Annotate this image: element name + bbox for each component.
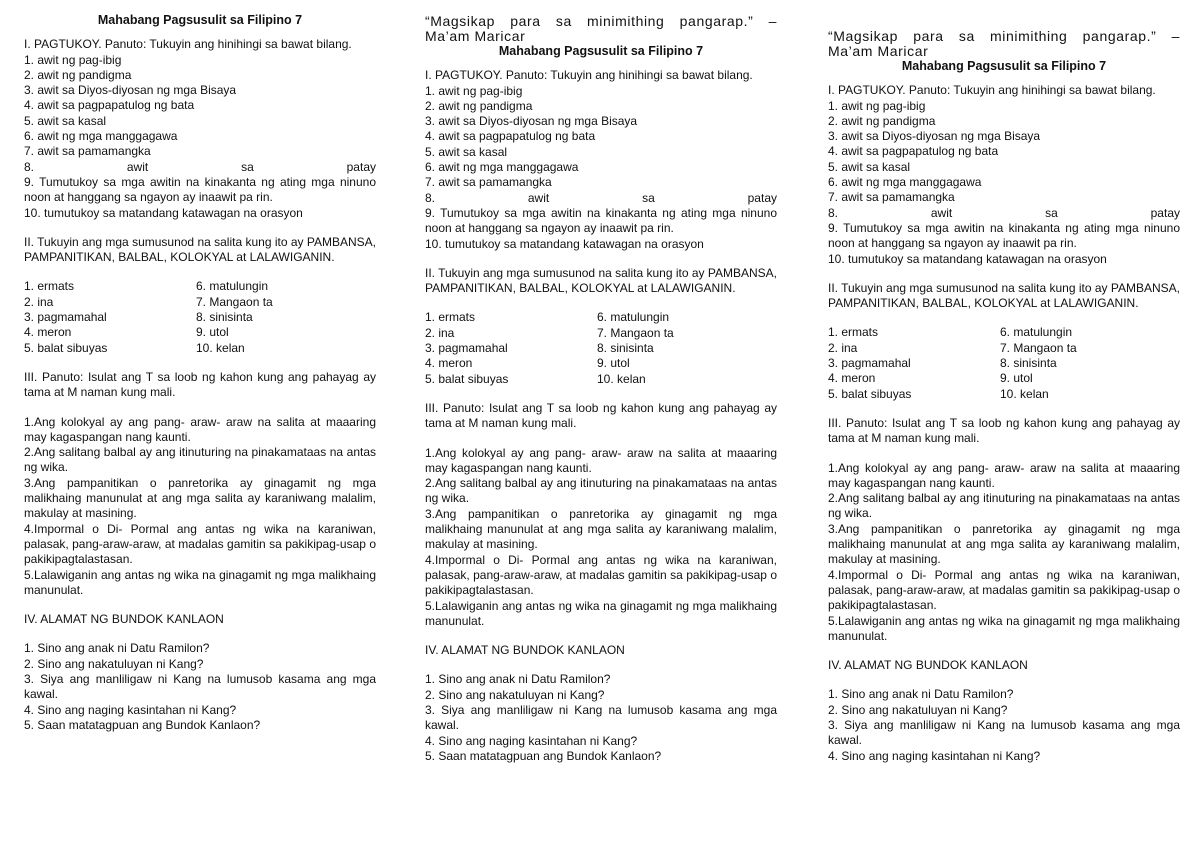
part4-item: 5. Saan matatagpuan ang Bundok Kanlaon? <box>425 748 662 763</box>
exam-title: Mahabang Pagsusulit sa Filipino 7 <box>498 44 704 58</box>
part3-item: 1.Ang kolokyal ay ang pang- araw- araw na salita at maaaring may kagaspangan nang kaunti. <box>828 460 1180 490</box>
part2-word: 5. balat sibuyas <box>828 386 912 401</box>
part4-item: 2. Sino ang nakatuluyan ni Kang? <box>828 702 1008 717</box>
part1-item: 5. awit sa kasal <box>828 159 911 174</box>
part2-word: 4. meron <box>828 371 876 386</box>
exam-title: Mahabang Pagsusulit sa Filipino 7 <box>901 59 1107 73</box>
part1-item: 2. awit ng pandigma <box>24 67 132 82</box>
part4-item: 5. Saan matatagpuan ang Bundok Kanlaon? <box>24 717 261 732</box>
motto-line2: Ma’am Maricar <box>425 28 526 44</box>
part3-item: 3.Ang pampanitikan o panretorika ay ginagamit ng mga malikhaing manunulat at ang mga salita ay karaniwang malalim, makulay at masining. <box>828 521 1180 567</box>
exam-column-1 <box>24 13 376 733</box>
part3-item: 5.Lalawiganin ang antas ng wika na ginagamit ng mga malikhaing manunulat. <box>24 567 376 597</box>
part1-item: 9. Tumutukoy sa mga awitin na kinakanta ng ating mga ninuno noon at hanggang sa ngayon ay inaawit pa rin. <box>828 220 1180 251</box>
part2-word: 4. meron <box>24 325 72 340</box>
motto-line1: “Magsikap para sa minimithing pangarap.” – <box>425 13 777 29</box>
part2-word-list <box>425 310 777 386</box>
part1-item: 9. Tumutukoy sa mga awitin na kinakanta ng ating mga ninuno noon at hanggang sa ngayon ay inaawit pa rin. <box>24 174 376 205</box>
part2-word: 3. pagmamahal <box>425 341 508 356</box>
part1-item: 3. awit sa Diyos-diyosan ng mga Bisaya <box>425 114 638 129</box>
part1-item: 3. awit sa Diyos-diyosan ng mga Bisaya <box>828 129 1041 144</box>
part2-word: 5. balat sibuyas <box>24 340 108 355</box>
part1-item: 6. awit ng mga manggagawa <box>24 129 178 144</box>
part2-word: 2. ina <box>828 340 858 355</box>
part4-heading: IV. ALAMAT NG BUNDOK KANLAON <box>828 658 1028 673</box>
part1-item: 8. awit sa patay <box>425 190 777 205</box>
part2-word: 7. Mangaon ta <box>597 325 674 340</box>
part2-word: 10. kelan <box>597 371 646 386</box>
part1-item: 8. awit sa patay <box>24 159 376 174</box>
part2-word: 10. kelan <box>196 340 245 355</box>
part3-item: 1.Ang kolokyal ay ang pang- araw- araw na salita at maaaring may kagaspangan nang kaunti. <box>425 445 777 475</box>
part2-word: 1. ermats <box>24 279 75 294</box>
part3-item: 2.Ang salitang balbal ay ang itinuturing na pinakamataas na antas ng wika. <box>425 476 777 506</box>
part4-item: 3. Siya ang manliligaw ni Kang na lumusob kasama ang mga kawal. <box>425 702 777 733</box>
part1-item: 5. awit sa kasal <box>425 144 508 159</box>
part1-item: 8. awit sa patay <box>828 205 1180 220</box>
part3-item: 5.Lalawiganin ang antas ng wika na ginagamit ng mga malikhaing manunulat. <box>425 598 777 628</box>
part2-word: 8. sinisinta <box>597 341 654 356</box>
part2-word: 6. matulungin <box>597 310 670 325</box>
part3-item: 4.Impormal o Di- Pormal ang antas ng wika na karaniwan, palasak, pang-araw-araw, at madalas gamitin sa pakikipag-usap o pakikipagtalastasan. <box>24 521 376 567</box>
part2-word: 2. ina <box>24 294 54 309</box>
part1-item: 4. awit sa pagpapatulog ng bata <box>425 129 596 144</box>
part2-word: 7. Mangaon ta <box>196 294 273 309</box>
part2-word: 9. utol <box>196 325 229 340</box>
part2-instruction: II. Tukuyin ang mga sumusunod na salita kung ito ay PAMBANSA, PAMPANITIKAN, BALBAL, KOLOKYAL at LALAWIGANIN. <box>24 234 376 265</box>
part1-item: 7. awit sa pamamangka <box>24 144 151 159</box>
part1-item: 10. tumutukoy sa matandang katawagan na orasyon <box>425 236 704 251</box>
part2-word-list <box>828 325 1180 401</box>
part1-item: 6. awit ng mga manggagawa <box>828 175 982 190</box>
part2-word: 6. matulungin <box>1000 325 1073 340</box>
part3-instruction: III. Panuto: Isulat ang T sa loob ng kahon kung ang pahayag ay tama at M naman kung mali. <box>425 400 777 431</box>
part1-instruction: I. PAGTUKOY. Panuto: Tukuyin ang hinihingi sa bawat bilang. <box>828 83 1156 98</box>
part2-word: 1. ermats <box>425 310 476 325</box>
part2-word: 5. balat sibuyas <box>425 371 509 386</box>
part2-word: 1. ermats <box>828 325 879 340</box>
part3-item: 4.Impormal o Di- Pormal ang antas ng wika na karaniwan, palasak, pang-araw-araw, at madalas gamitin sa pakikipag-usap o pakikipagtalastasan. <box>828 567 1180 613</box>
part4-item: 3. Siya ang manliligaw ni Kang na lumusob kasama ang mga kawal. <box>24 671 376 702</box>
part4-item: 1. Sino ang anak ni Datu Ramilon? <box>24 641 210 656</box>
part3-item: 1.Ang kolokyal ay ang pang- araw- araw na salita at maaaring may kagaspangan nang kaunti. <box>24 414 376 444</box>
part1-item: 6. awit ng mga manggagawa <box>425 160 579 175</box>
part1-item: 2. awit ng pandigma <box>828 113 936 128</box>
part3-instruction: III. Panuto: Isulat ang T sa loob ng kahon kung ang pahayag ay tama at M naman kung mali. <box>828 415 1180 446</box>
part4-item: 1. Sino ang anak ni Datu Ramilon? <box>425 672 611 687</box>
part2-word: 2. ina <box>425 325 455 340</box>
part1-item: 10. tumutukoy sa matandang katawagan na orasyon <box>24 205 303 220</box>
part2-word: 7. Mangaon ta <box>1000 340 1077 355</box>
part2-word: 8. sinisinta <box>196 310 253 325</box>
part3-item: 4.Impormal o Di- Pormal ang antas ng wika na karaniwan, palasak, pang-araw-araw, at madalas gamitin sa pakikipag-usap o pakikipagtalastasan. <box>425 552 777 598</box>
part2-word: 6. matulungin <box>196 279 269 294</box>
motto-line2: Ma’am Maricar <box>828 43 929 59</box>
part1-item: 4. awit sa pagpapatulog ng bata <box>24 98 195 113</box>
exam-column-2 <box>425 14 777 764</box>
part1-item: 1. awit ng pag-ibig <box>24 52 122 67</box>
part1-item: 4. awit sa pagpapatulog ng bata <box>828 144 999 159</box>
part2-word: 3. pagmamahal <box>24 310 107 325</box>
part1-instruction: I. PAGTUKOY. Panuto: Tukuyin ang hinihingi sa bawat bilang. <box>425 68 753 83</box>
part4-heading: IV. ALAMAT NG BUNDOK KANLAON <box>425 643 625 658</box>
part1-item: 7. awit sa pamamangka <box>828 190 955 205</box>
part2-word: 8. sinisinta <box>1000 356 1057 371</box>
part4-heading: IV. ALAMAT NG BUNDOK KANLAON <box>24 612 224 627</box>
part1-item: 9. Tumutukoy sa mga awitin na kinakanta ng ating mga ninuno noon at hanggang sa ngayon ay inaawit pa rin. <box>425 205 777 236</box>
part3-item: 2.Ang salitang balbal ay ang itinuturing na pinakamataas na antas ng wika. <box>24 445 376 475</box>
part1-item: 3. awit sa Diyos-diyosan ng mga Bisaya <box>24 83 237 98</box>
part4-item: 4. Sino ang naging kasintahan ni Kang? <box>24 702 237 717</box>
part2-word: 9. utol <box>597 356 630 371</box>
part3-item: 3.Ang pampanitikan o panretorika ay ginagamit ng mga malikhaing manunulat at ang mga salita ay karaniwang malalim, makulay at masining. <box>425 506 777 552</box>
motto-line1: “Magsikap para sa minimithing pangarap.” – <box>828 28 1180 44</box>
part4-item: 3. Siya ang manliligaw ni Kang na lumusob kasama ang mga kawal. <box>828 717 1180 748</box>
part2-word: 3. pagmamahal <box>828 356 911 371</box>
part3-instruction: III. Panuto: Isulat ang T sa loob ng kahon kung ang pahayag ay tama at M naman kung mali. <box>24 369 376 400</box>
part2-word: 9. utol <box>1000 371 1033 386</box>
part1-item: 5. awit sa kasal <box>24 113 107 128</box>
part2-word-list <box>24 279 376 355</box>
part1-item: 7. awit sa pamamangka <box>425 175 552 190</box>
part4-item: 1. Sino ang anak ni Datu Ramilon? <box>828 687 1014 702</box>
part2-instruction: II. Tukuyin ang mga sumusunod na salita kung ito ay PAMBANSA, PAMPANITIKAN, BALBAL, KOLOKYAL at LALAWIGANIN. <box>425 265 777 296</box>
part2-word: 4. meron <box>425 356 473 371</box>
part4-item: 2. Sino ang nakatuluyan ni Kang? <box>425 687 605 702</box>
part1-item: 1. awit ng pag-ibig <box>425 83 523 98</box>
part2-instruction: II. Tukuyin ang mga sumusunod na salita kung ito ay PAMBANSA, PAMPANITIKAN, BALBAL, KOLOKYAL at LALAWIGANIN. <box>828 280 1180 311</box>
exam-column-3 <box>828 29 1180 764</box>
part3-item: 5.Lalawiganin ang antas ng wika na ginagamit ng mga malikhaing manunulat. <box>828 613 1180 643</box>
part4-item: 4. Sino ang naging kasintahan ni Kang? <box>828 748 1041 763</box>
exam-title: Mahabang Pagsusulit sa Filipino 7 <box>97 13 303 27</box>
part4-item: 4. Sino ang naging kasintahan ni Kang? <box>425 733 638 748</box>
part1-item: 2. awit ng pandigma <box>425 98 533 113</box>
part3-item: 3.Ang pampanitikan o panretorika ay ginagamit ng mga malikhaing manunulat at ang mga salita ay karaniwang malalim, makulay at masining. <box>24 475 376 521</box>
part1-item: 1. awit ng pag-ibig <box>828 98 926 113</box>
part2-word: 10. kelan <box>1000 386 1049 401</box>
part1-item: 10. tumutukoy sa matandang katawagan na orasyon <box>828 251 1107 266</box>
part1-instruction: I. PAGTUKOY. Panuto: Tukuyin ang hinihingi sa bawat bilang. <box>24 37 352 52</box>
part3-item: 2.Ang salitang balbal ay ang itinuturing na pinakamataas na antas ng wika. <box>828 491 1180 521</box>
part4-item: 2. Sino ang nakatuluyan ni Kang? <box>24 656 204 671</box>
